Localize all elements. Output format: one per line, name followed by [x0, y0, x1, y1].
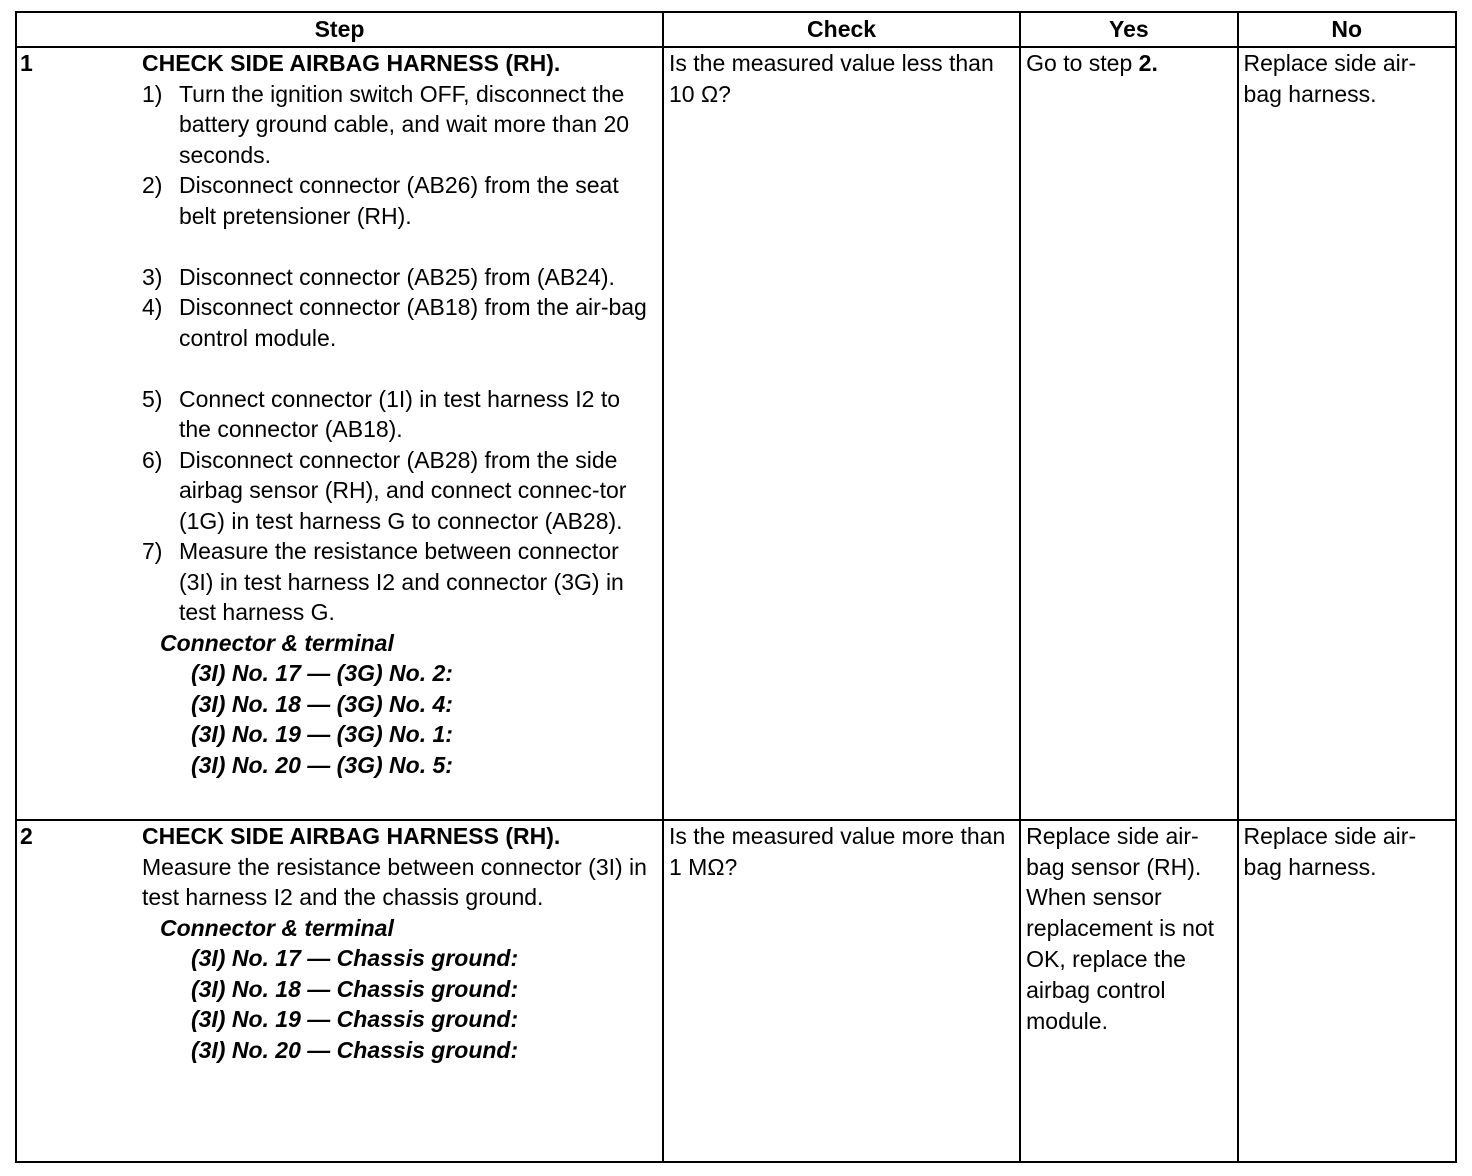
header-step: Step	[16, 12, 663, 47]
yes-cell	[1020, 820, 1237, 1162]
step-cell	[133, 47, 663, 820]
no-text: Replace side air-bag harness.	[1243, 50, 1417, 107]
spacer	[142, 231, 658, 262]
no-text: Replace side air-bag harness.	[1243, 823, 1417, 880]
spec-heading: Connector & terminal	[159, 629, 394, 656]
spec-heading: Connector & terminal	[159, 914, 394, 941]
substep-text: Connect connector (1I) in test harness I2 to the connector (AB18).	[178, 385, 621, 442]
substep-text: Measure the resistance between connector (3I) in test harness I2 and connector (3G) in test harness G.	[178, 538, 624, 625]
substep	[142, 536, 658, 628]
yes-text: Replace side air-bag sensor (RH).	[1026, 823, 1202, 880]
step-title: CHECK SIDE AIRBAG HARNESS (RH).	[141, 50, 561, 76]
check-text: Is the measured value less than 10 Ω?	[669, 50, 994, 107]
substep-text: Disconnect connector (AB26) from the seat belt pretensioner (RH).	[178, 172, 619, 229]
diagnostic-table	[15, 11, 1457, 1163]
table-row	[16, 47, 1456, 820]
check-text: Is the measured value more than 1 MΩ?	[669, 823, 1006, 880]
step-number: 2	[16, 820, 133, 1162]
substep-text: Turn the ignition switch OFF, disconnect the battery ground cable, and wait more than 20 seconds.	[178, 80, 630, 168]
substep	[142, 292, 658, 353]
substep-number: 7)	[141, 538, 163, 564]
check-cell	[663, 820, 1020, 1162]
substep-number: 3)	[141, 263, 163, 290]
substep-text: Disconnect connector (AB25) from (AB24).	[178, 263, 615, 290]
yes-text: Go to step	[1026, 50, 1139, 76]
table-row	[16, 820, 1456, 1162]
substep-text: Disconnect connector (AB18) from the air-bag control module.	[178, 294, 647, 351]
check-cell	[663, 47, 1020, 820]
spec-item: (3I) No. 17 — (3G) No. 2:	[190, 660, 453, 686]
spec-item: (3I) No. 19 — (3G) No. 1:	[190, 721, 453, 747]
substep-number: 1)	[141, 80, 163, 107]
substep	[142, 170, 658, 231]
header-check: Check	[663, 12, 1020, 47]
spec-item: (3I) No. 19 — Chassis ground:	[190, 1006, 519, 1032]
step-cell	[133, 820, 663, 1162]
yes-step-ref: 2.	[1138, 50, 1158, 76]
substep-text: Disconnect connector (AB28) from the side airbag sensor (RH), and connect connec-tor (1G) in test harness G to connector (AB28).	[178, 446, 627, 534]
spec-item: (3I) No. 20 — Chassis ground:	[190, 1036, 519, 1063]
yes-note: When sensor replacement is not OK, replace the airbag control module.	[1026, 884, 1215, 1034]
substep	[142, 384, 658, 445]
spec-item: (3I) No. 18 — Chassis ground:	[190, 975, 519, 1002]
spec-item: (3I) No. 18 — (3G) No. 4:	[190, 690, 453, 717]
header-no: No	[1238, 12, 1456, 47]
substep	[142, 79, 658, 171]
step-body: Measure the resistance between connector (3I) in test harness I2 and the chassis ground.	[141, 853, 647, 910]
header-row	[16, 12, 1456, 47]
step-title: CHECK SIDE AIRBAG HARNESS (RH).	[141, 823, 561, 849]
substep-number: 5)	[141, 385, 163, 412]
substep-number: 6)	[141, 446, 163, 473]
no-cell	[1238, 820, 1456, 1162]
no-cell	[1238, 47, 1456, 820]
substep-number: 4)	[141, 294, 163, 320]
spec-item: (3I) No. 17 — Chassis ground:	[190, 945, 519, 971]
substep	[142, 445, 658, 537]
step-number: 1	[16, 47, 133, 820]
header-yes: Yes	[1020, 12, 1237, 47]
spec-item: (3I) No. 20 — (3G) No. 5:	[190, 751, 453, 778]
yes-cell	[1020, 47, 1237, 820]
substep	[142, 262, 658, 293]
substep-number: 2)	[141, 172, 163, 198]
spacer	[142, 353, 658, 384]
